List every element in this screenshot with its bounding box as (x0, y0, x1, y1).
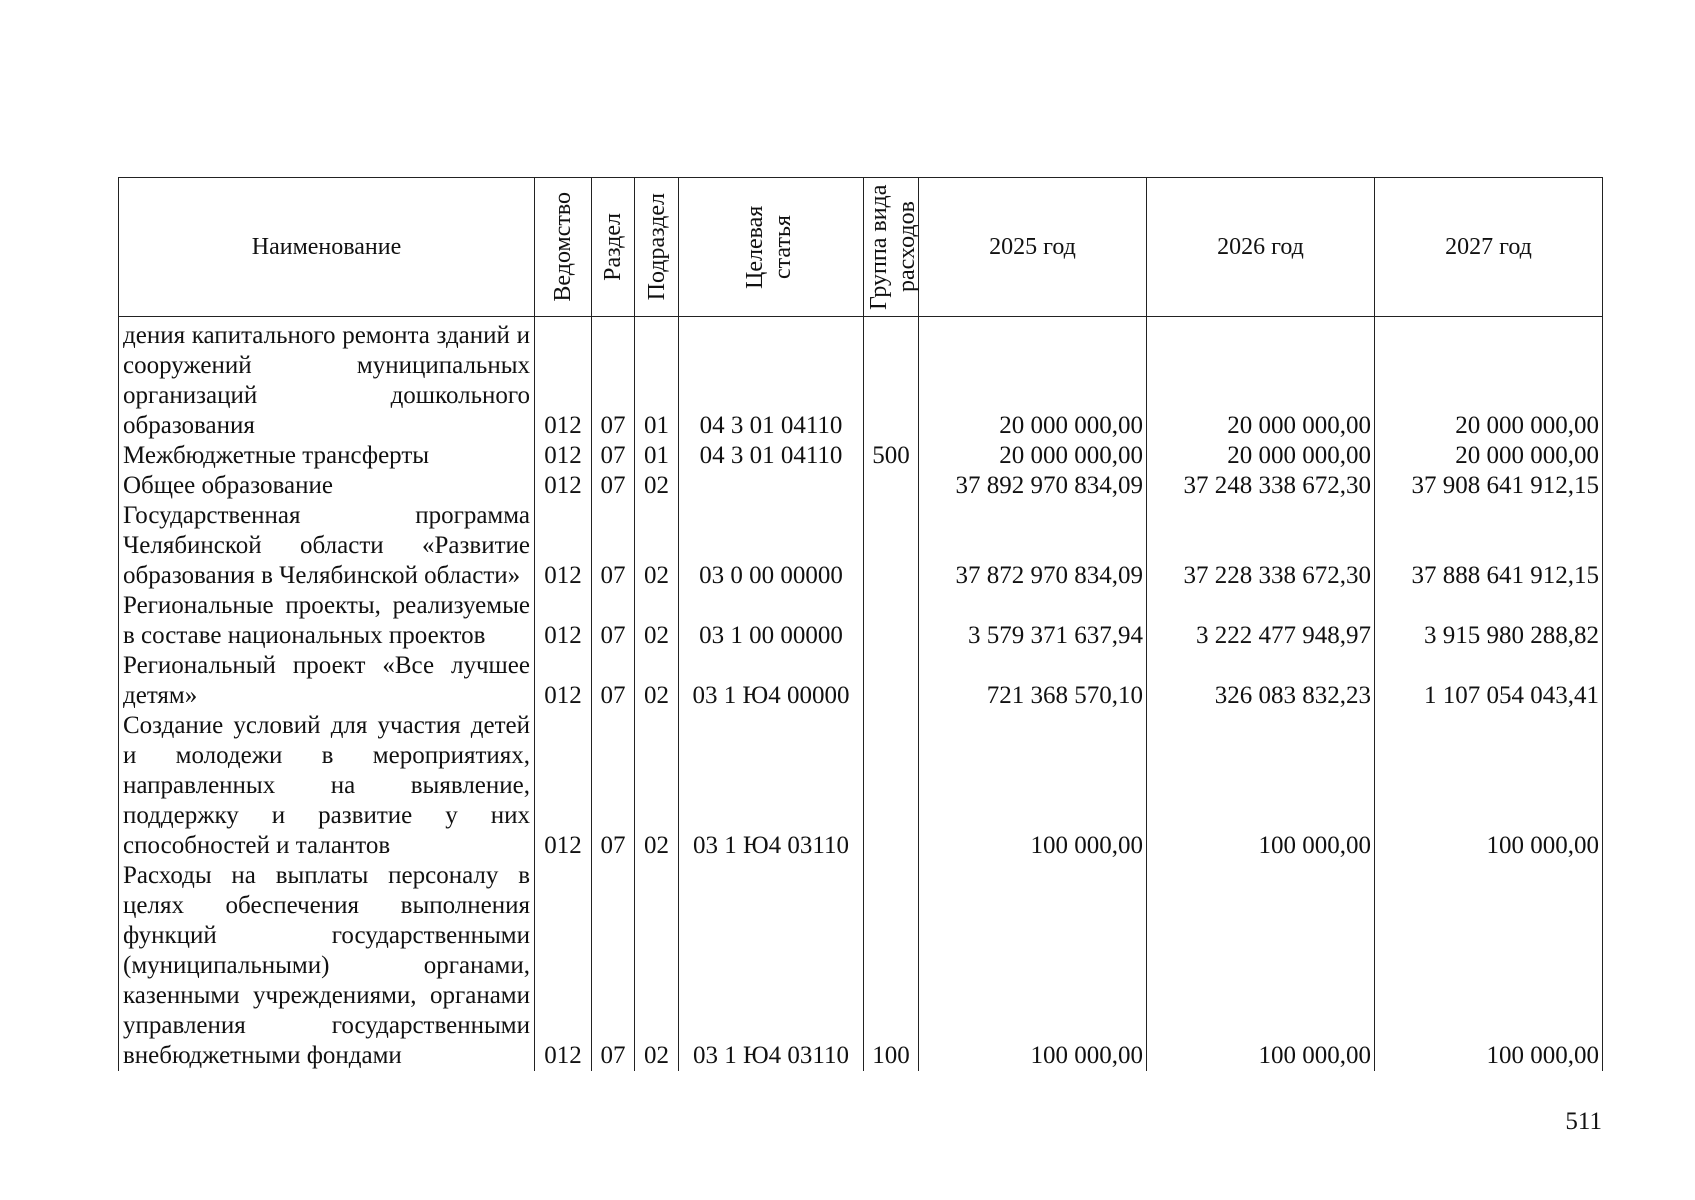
row-amount-2027: 37 888 641 912,15 (1375, 501, 1603, 591)
row-target-article: 03 1 Ю4 03110 (679, 861, 864, 1071)
row-subsection: 01 (635, 317, 679, 442)
row-amount-2027: 100 000,00 (1375, 711, 1603, 861)
row-amount-2025: 100 000,00 (919, 711, 1147, 861)
row-name: Государственная программа Челябинской области «Развитие образования в Челябинской области» (119, 501, 535, 591)
row-section: 07 (592, 711, 635, 861)
row-target-article: 03 0 00 00000 (679, 501, 864, 591)
row-department: 012 (535, 441, 592, 471)
header-row (119, 178, 1603, 317)
row-department: 012 (535, 591, 592, 651)
header-year-2026: 2026 год (1147, 178, 1375, 317)
row-amount-2026: 326 083 832,23 (1147, 651, 1375, 711)
row-amount-2026: 20 000 000,00 (1147, 317, 1375, 442)
row-amount-2025: 37 872 970 834,09 (919, 501, 1147, 591)
row-expense-group (864, 651, 919, 711)
row-name: Межбюджетные трансферты (119, 441, 535, 471)
row-expense-group (864, 471, 919, 501)
header-subsection: Подраздел (635, 178, 679, 317)
table-row (119, 591, 1603, 651)
row-name: дения капитального ремонта зданий и сооружений муниципальных организаций дошкольного образования (119, 317, 535, 442)
row-expense-group: 500 (864, 441, 919, 471)
header-year-2025: 2025 год (919, 178, 1147, 317)
row-name: Расходы на выплаты персоналу в целях обеспечения выполнения функций государственными (муниципальными) органами, казенными учреждениями, органами управления государственными внебюджетными фондами (119, 861, 535, 1071)
row-expense-group: 100 (864, 861, 919, 1071)
header-name: Наименование (119, 178, 535, 317)
table-row (119, 711, 1603, 861)
row-amount-2025: 3 579 371 637,94 (919, 591, 1147, 651)
row-target-article (679, 471, 864, 501)
row-section: 07 (592, 501, 635, 591)
row-target-article: 04 3 01 04110 (679, 317, 864, 442)
budget-table (118, 177, 1603, 1071)
row-target-article: 03 1 00 00000 (679, 591, 864, 651)
table-body (119, 317, 1603, 1072)
row-amount-2026: 100 000,00 (1147, 861, 1375, 1071)
header-department: Ведомство (535, 178, 592, 317)
row-amount-2027: 20 000 000,00 (1375, 317, 1603, 442)
row-target-article: 03 1 Ю4 03110 (679, 711, 864, 861)
row-department: 012 (535, 501, 592, 591)
row-subsection: 02 (635, 471, 679, 501)
table-row (119, 317, 1603, 442)
row-name: Региональные проекты, реализуемые в составе национальных проектов (119, 591, 535, 651)
row-subsection: 02 (635, 861, 679, 1071)
table-row (119, 471, 1603, 501)
row-section: 07 (592, 317, 635, 442)
row-amount-2026: 20 000 000,00 (1147, 441, 1375, 471)
row-expense-group (864, 591, 919, 651)
row-amount-2026: 37 228 338 672,30 (1147, 501, 1375, 591)
row-target-article: 03 1 Ю4 00000 (679, 651, 864, 711)
row-amount-2025: 37 892 970 834,09 (919, 471, 1147, 501)
row-department: 012 (535, 861, 592, 1071)
table-row (119, 651, 1603, 711)
row-subsection: 02 (635, 501, 679, 591)
row-amount-2027: 1 107 054 043,41 (1375, 651, 1603, 711)
row-section: 07 (592, 861, 635, 1071)
row-expense-group (864, 711, 919, 861)
row-name: Создание условий для участия детей и молодежи в мероприятиях, направленных на выявление, поддержку и развитие у них способностей и талантов (119, 711, 535, 861)
row-amount-2026: 100 000,00 (1147, 711, 1375, 861)
row-department: 012 (535, 317, 592, 442)
row-name: Общее образование (119, 471, 535, 501)
row-subsection: 02 (635, 591, 679, 651)
row-target-article: 04 3 01 04110 (679, 441, 864, 471)
row-amount-2025: 20 000 000,00 (919, 317, 1147, 442)
row-department: 012 (535, 471, 592, 501)
row-department: 012 (535, 711, 592, 861)
header-target-article: Целевая статья (679, 178, 864, 317)
row-amount-2027: 37 908 641 912,15 (1375, 471, 1603, 501)
row-subsection: 01 (635, 441, 679, 471)
row-amount-2025: 721 368 570,10 (919, 651, 1147, 711)
row-amount-2026: 37 248 338 672,30 (1147, 471, 1375, 501)
row-section: 07 (592, 651, 635, 711)
header-year-2027: 2027 год (1375, 178, 1603, 317)
row-amount-2027: 20 000 000,00 (1375, 441, 1603, 471)
table-row (119, 861, 1603, 1071)
row-subsection: 02 (635, 711, 679, 861)
page-number: 511 (1565, 1108, 1602, 1135)
row-expense-group (864, 317, 919, 442)
table-row (119, 441, 1603, 471)
row-amount-2025: 20 000 000,00 (919, 441, 1147, 471)
row-department: 012 (535, 651, 592, 711)
row-amount-2027: 100 000,00 (1375, 861, 1603, 1071)
table-row (119, 501, 1603, 591)
header-expense-group: Группа вида расходов (864, 178, 919, 317)
row-section: 07 (592, 441, 635, 471)
row-amount-2026: 3 222 477 948,97 (1147, 591, 1375, 651)
row-section: 07 (592, 471, 635, 501)
row-amount-2025: 100 000,00 (919, 861, 1147, 1071)
row-section: 07 (592, 591, 635, 651)
header-section: Раздел (592, 178, 635, 317)
row-amount-2027: 3 915 980 288,82 (1375, 591, 1603, 651)
row-expense-group (864, 501, 919, 591)
row-name: Региональный проект «Все лучшее детям» (119, 651, 535, 711)
row-subsection: 02 (635, 651, 679, 711)
